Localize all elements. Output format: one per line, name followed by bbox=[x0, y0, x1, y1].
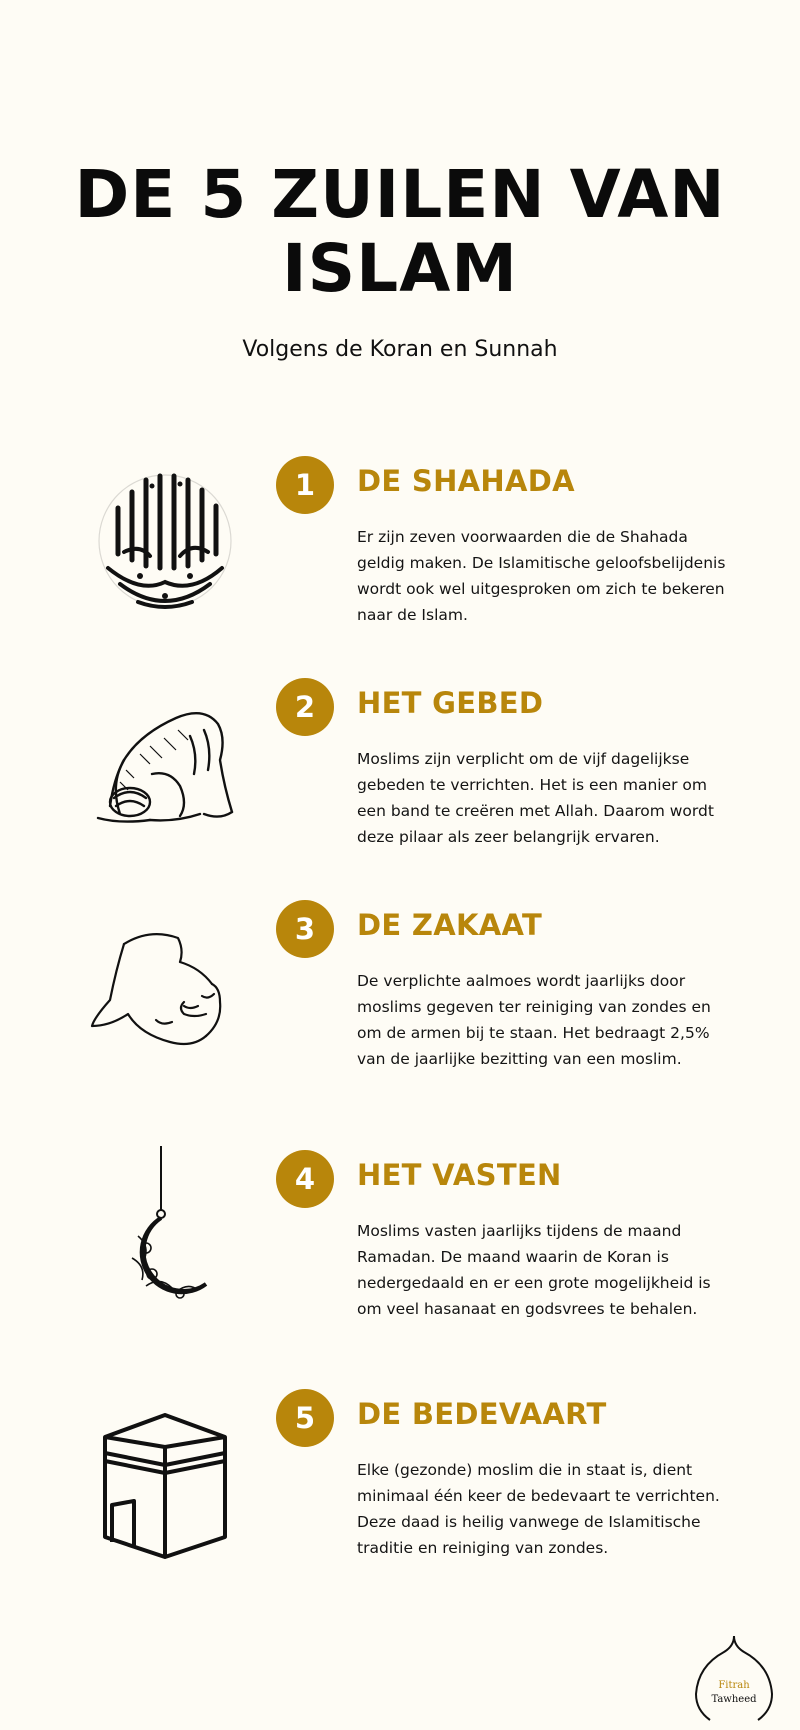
logo-text-fitrah: Fitrah bbox=[718, 1680, 750, 1691]
shahada-calligraphy-icon bbox=[80, 456, 250, 626]
pillar-number-5: 5 bbox=[276, 1389, 334, 1447]
pillar-description-1: Er zijn zeven voorwaarden die de Shahada geldig maken. De Islamitische geloofsbelijdenis wordt ook wel uitgesproken om zich te bekeren naar de Islam. bbox=[357, 528, 726, 624]
footer-logo bbox=[684, 1632, 784, 1722]
pillar-shahada bbox=[0, 456, 800, 656]
logo-text-tawheed: Tawheed bbox=[711, 1694, 757, 1705]
pillar-title-4: HET VASTEN bbox=[357, 1158, 562, 1192]
pillar-gebed bbox=[0, 678, 800, 878]
pillar-description-2: Moslims zijn verplicht om de vijf dagelijkse gebeden te verrichten. Het is een manier om een band te creëren met Allah. Daarom wordt deze pilaar als zeer belangrijk ervaren. bbox=[357, 750, 714, 846]
title-line-2: ISLAM bbox=[282, 230, 518, 307]
pillar-zakaat bbox=[0, 900, 800, 1100]
prayer-prostration-icon bbox=[80, 674, 250, 844]
pillar-number-1: 1 bbox=[276, 456, 334, 514]
page-subtitle: Volgens de Koran en Sunnah bbox=[242, 337, 558, 362]
pillar-vasten bbox=[0, 1150, 800, 1350]
page-title bbox=[0, 158, 800, 306]
pillar-number-4: 4 bbox=[276, 1150, 334, 1208]
pillar-number-3: 3 bbox=[276, 900, 334, 958]
pillar-number-2: 2 bbox=[276, 678, 334, 736]
kaaba-icon bbox=[80, 1397, 250, 1567]
pillar-description-3: De verplichte aalmoes wordt jaarlijks door moslims gegeven ter reiniging van zondes en om de armen bij te staan. Het bedraagt 2,5% van de jaarlijke bezitting van een moslim. bbox=[357, 972, 711, 1068]
pillar-bedevaart bbox=[0, 1389, 800, 1589]
dome-logo-icon bbox=[684, 1632, 784, 1722]
pillar-title-5: DE BEDEVAART bbox=[357, 1397, 607, 1431]
giving-hand-icon bbox=[80, 910, 250, 1080]
pillar-description-5: Elke (gezonde) moslim die in staat is, dient minimaal één keer de bedevaart te verrichten. Deze daad is heilig vanwege de Islamitische traditie en reiniging van zondes. bbox=[357, 1461, 720, 1557]
title-line-1: DE 5 ZUILEN VAN bbox=[74, 156, 726, 233]
pillar-title-3: DE ZAKAAT bbox=[357, 908, 543, 942]
pillar-title-1: DE SHAHADA bbox=[357, 464, 575, 498]
crescent-moon-icon bbox=[80, 1146, 250, 1316]
pillar-title-2: HET GEBED bbox=[357, 686, 544, 720]
pillar-description-4: Moslims vasten jaarlijks tijdens de maand Ramadan. De maand waarin de Koran is nedergedaald en er een grote mogelijkheid is om veel hasanaat en godsvrees te behalen. bbox=[357, 1222, 711, 1318]
